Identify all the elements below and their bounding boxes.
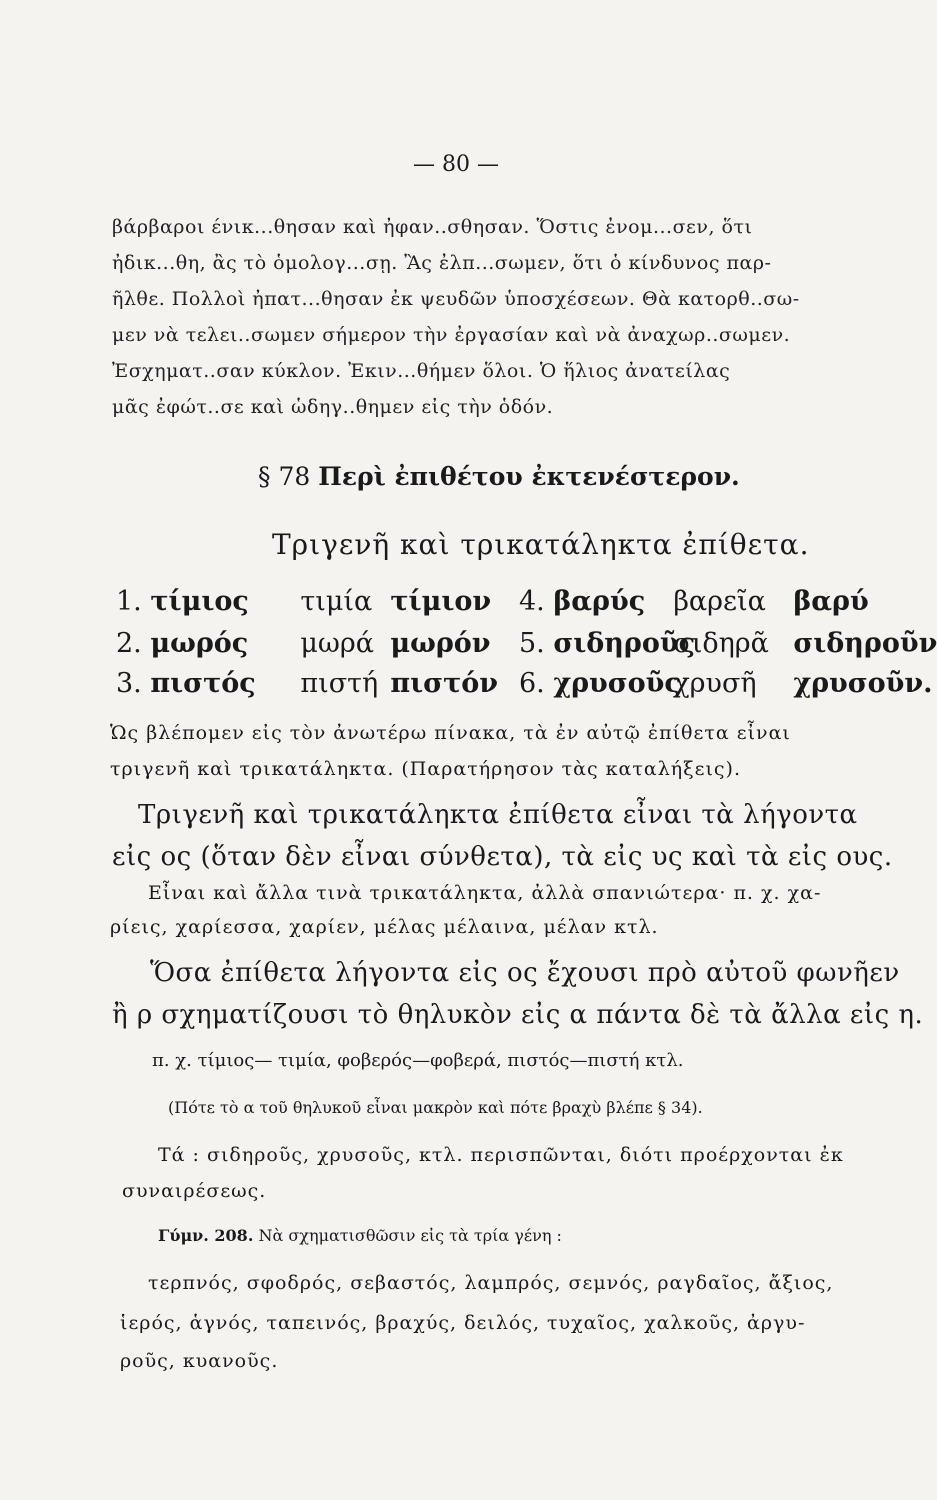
row-number: 4. — [518, 586, 545, 617]
masculine-form: τίμιος — [150, 586, 249, 617]
examples-line: π. χ. τίμιος— τιμία, φοβερός—φοβερά, πιστός—πιστή κτλ. — [152, 1050, 684, 1071]
exercise-heading — [158, 1226, 562, 1245]
note-line: (Πότε τὸ α τοῦ θηλυκοῦ εἶναι μακρὸν καὶ πότε βραχὺ βλέπε § 34). — [168, 1098, 703, 1117]
table-row — [116, 668, 933, 699]
neuter-form: χρυσοῦν. — [793, 668, 933, 699]
word-list-line: ἱερός, ἁγνός, ταπεινός, βραχύς, δειλός, τυχαῖος, χαλκοῦς, ἀργυ- — [120, 1312, 806, 1334]
paragraph-line: Εἶναι καὶ ἄλλα τινὰ τρικατάληκτα, ἀλλὰ σπανιώτερα· π. χ. χα- — [148, 882, 822, 904]
exercise-label: Γύμν. 208. — [158, 1226, 254, 1245]
neuter-form: πιστόν — [390, 668, 499, 699]
subtitle: Τριγενῆ καὶ τρικατάληκτα ἐπίθετα. — [272, 528, 810, 561]
section-number: § 78 — [258, 462, 311, 491]
neuter-form: σιδηροῦν — [793, 628, 937, 659]
intro-line: μᾶς ἐφώτ..σε καὶ ὡδηγ..θημεν εἰς τὴν ὁδόν. — [112, 396, 554, 418]
neuter-form: βαρύ — [793, 586, 869, 617]
intro-line: ἠδικ...θη, ἂς τὸ ὁμολογ...σῃ. Ἂς ἐλπ...σωμεν, ὅτι ὁ κίνδυνος παρ- — [112, 252, 772, 274]
word-list-line: ροῦς, κυανοῦς. — [120, 1350, 279, 1372]
row-number: 1. — [116, 586, 142, 617]
feminine-form: μωρά — [300, 628, 375, 659]
rule-line: ἢ ρ σχηματίζουσι τὸ θηλυκὸν εἰς α πάντα δὲ τὰ ἄλλα εἰς η. — [112, 1000, 924, 1030]
masculine-form: μωρός — [150, 628, 249, 659]
masculine-form: πιστός — [150, 668, 256, 699]
intro-line: ῆλθε. Πολλοὶ ἠπατ...θησαν ἐκ ψευδῶν ὑποσχέσεων. Θὰ κατορθ..σω- — [112, 288, 800, 310]
intro-line: Ἐσχηματ..σαν κύκλον. Ἐκιν...θήμεν ὅλοι. Ὁ ἥλιος ἀνατείλας — [112, 360, 731, 382]
masculine-form: βαρύς — [553, 586, 646, 617]
paragraph-line: ρίεις, χαρίεσσα, χαρίεν, μέλας μέλαινα, μέλαν κτλ. — [110, 916, 659, 938]
row-number: 5. — [518, 628, 545, 659]
word-list-line: τερπνός, σφοδρός, σεβαστός, λαμπρός, σεμνός, ραγδαῖος, ἄξιος, — [148, 1272, 834, 1294]
paragraph-line: τριγενῆ καὶ τρικατάληκτα. (Παρατήρησον τὰς καταλήξεις). — [110, 758, 742, 780]
feminine-form: βαρεῖα — [673, 586, 766, 617]
row-number: 6. — [518, 668, 545, 699]
feminine-form: χρυσῆ — [673, 668, 757, 699]
paragraph-line: Ὡς βλέπομεν εἰς τὸν ἀνωτέρω πίνακα, τὰ ἐν αὐτῷ ἐπίθετα εἶναι — [110, 722, 791, 744]
paragraph-line: Τά : σιδηροῦς, χρυσοῦς, κτλ. περισπῶνται, διότι προέρχονται ἐκ — [158, 1144, 844, 1166]
feminine-form: πιστή — [300, 668, 379, 699]
intro-line: μεν νὰ τελει..σωμεν σήμερον τὴν ἐργασίαν καὶ νὰ ἀναχωρ..σωμεν. — [112, 324, 791, 346]
paragraph-line: συναιρέσεως. — [122, 1180, 267, 1202]
row-number: 2. — [116, 628, 142, 659]
feminine-form: σιδηρᾶ — [673, 628, 769, 659]
rule-line: εἰς ος (ὅταν δὲν εἶναι σύνθετα), τὰ εἰς υς καὶ τὰ εἰς ους. — [112, 842, 893, 872]
page-number: — 80 — — [413, 152, 499, 177]
table-row — [116, 586, 869, 617]
exercise-instruction: Νὰ σχηματισθῶσιν εἰς τὰ τρία γένη : — [258, 1226, 562, 1245]
rule-line: Ὅσα ἐπίθετα λήγοντα εἰς ος ἔχουσι πρὸ αὐτοῦ φωνῆεν — [150, 958, 900, 988]
section-heading — [258, 462, 740, 491]
masculine-form: χρυσοῦς — [553, 668, 681, 699]
row-number: 3. — [116, 668, 142, 699]
rule-line: Τριγενῆ καὶ τρικατάληκτα ἐπίθετα εἶναι τὰ λήγοντα — [138, 800, 858, 830]
neuter-form: τίμιον — [390, 586, 492, 617]
section-title: Περὶ ἐπιθέτου ἐκτενέστερον. — [318, 462, 740, 491]
intro-line: βάρβαροι ένικ...θησαν καὶ ἠφαν..σθησαν. Ὅστις ἐνομ...σεν, ὅτι — [112, 216, 753, 238]
masculine-form: σιδηροῦς — [553, 628, 696, 659]
neuter-form: μωρόν — [390, 628, 491, 659]
feminine-form: τιμία — [300, 586, 373, 617]
table-row — [116, 628, 937, 659]
